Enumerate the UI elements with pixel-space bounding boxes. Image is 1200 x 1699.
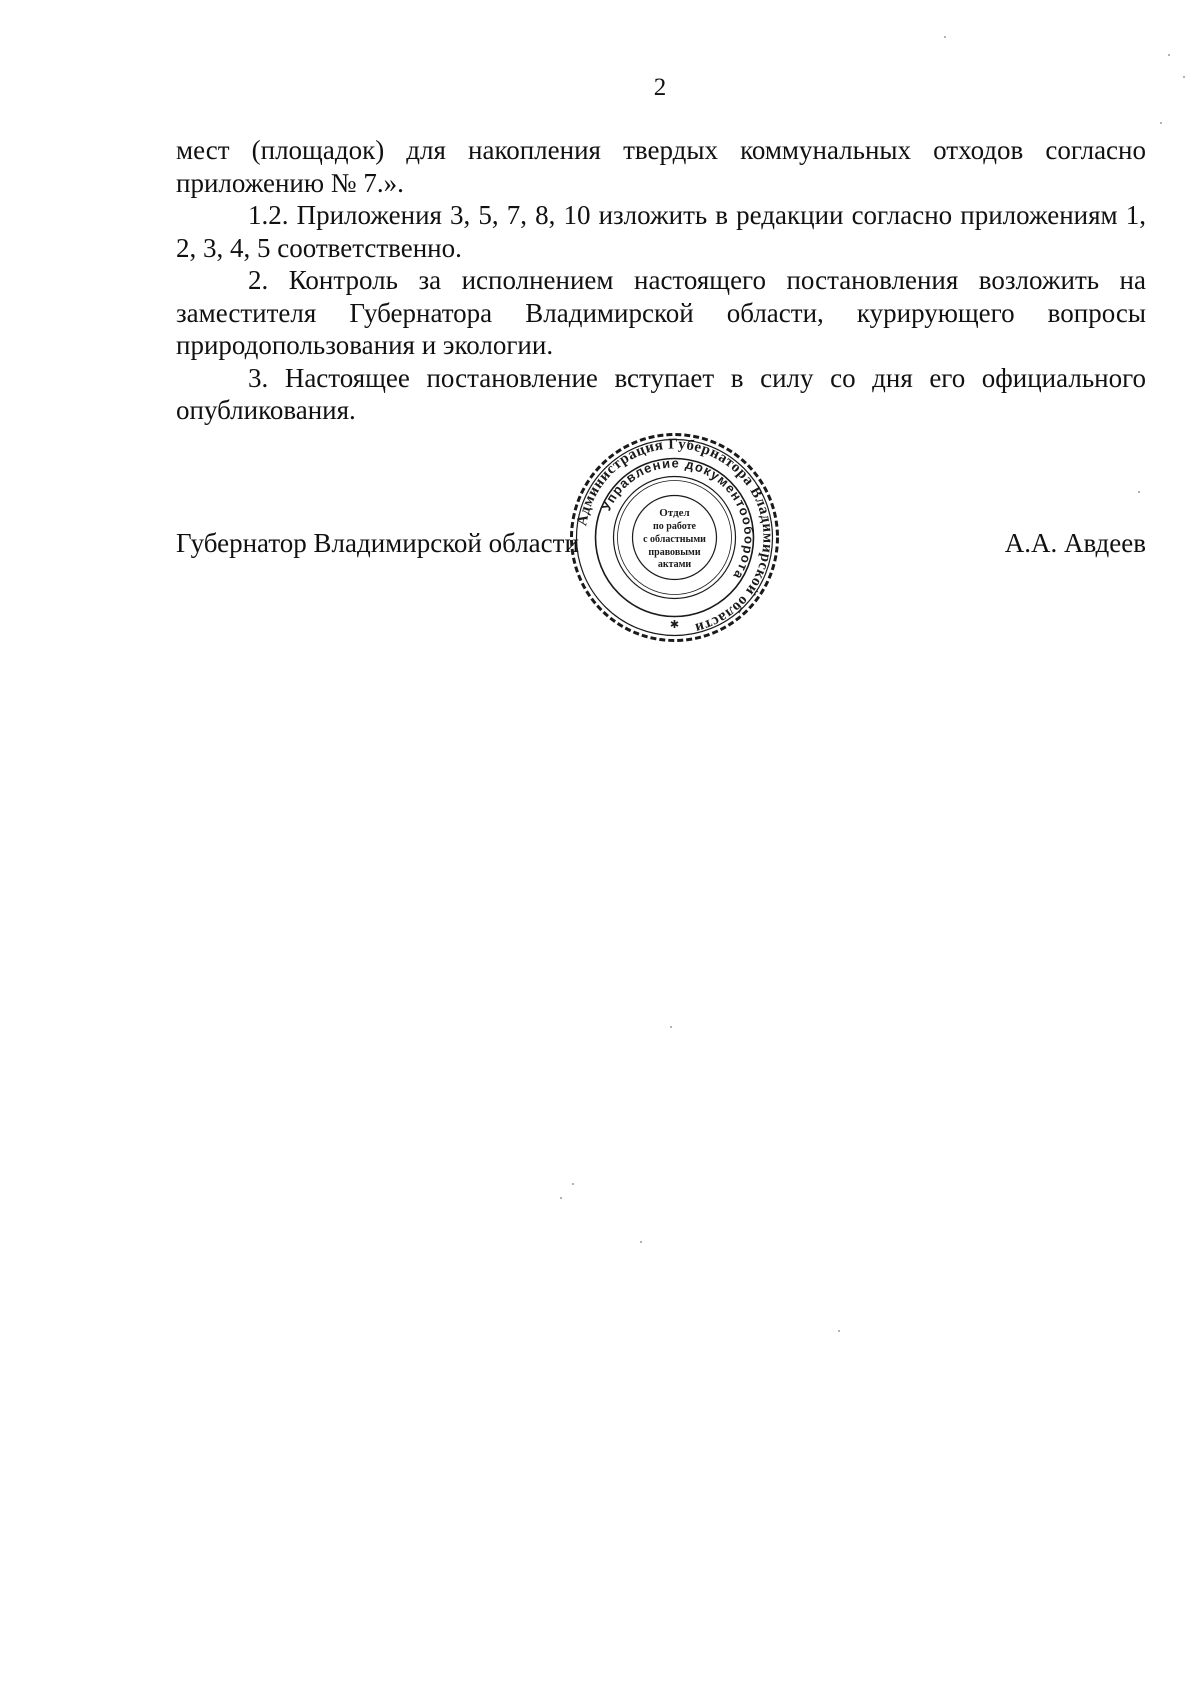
seal-graphic — [567, 432, 782, 643]
seal-center-line-4: правовыми — [648, 547, 701, 558]
seal-center-line-3: с областными — [643, 534, 706, 545]
scan-speck — [670, 1026, 672, 1028]
page-number: 2 — [653, 74, 667, 101]
signatory-title: Губернатор Владимирской области — [176, 528, 579, 558]
seal-center-line-1: Отдел — [659, 507, 690, 519]
paragraph-1-2: 1.2. Приложения 3, 5, 7, 8, 10 изложить в редакции согласно приложениям 1, 2, 3, 4, 5 соответственно. — [176, 200, 1146, 263]
seal-outer-text: Администрация Губернатора Владимирской области — [574, 436, 776, 637]
scan-speck — [560, 1197, 562, 1199]
seal-inner-text: Управление документооборота — [598, 455, 757, 583]
scan-speck — [1183, 76, 1185, 78]
paragraph-2: 2. Контроль за исполнением настоящего постановления возложить на заместителя Губернатора Владимирской области, курирующего вопросы природопользования и экологии. — [176, 265, 1146, 360]
seal-star-icon: ✱ — [669, 618, 680, 631]
scan-speck — [1138, 491, 1140, 493]
paragraph-continuation: мест (площадок) для накопления твердых коммунальных отходов согласно приложению № 7.». — [176, 135, 1146, 198]
scan-speck — [838, 1330, 840, 1332]
seal-center-line-2: по работе — [653, 521, 696, 532]
signatory-name: А.А. Авдеев — [1004, 528, 1146, 558]
scan-speck — [640, 1241, 642, 1243]
scan-speck — [1168, 54, 1170, 56]
paragraph-3: 3. Настоящее постановление вступает в силу со дня его официального опубликования. — [176, 362, 1146, 425]
official-seal — [567, 432, 782, 643]
scan-speck — [1160, 122, 1162, 124]
scan-speck — [944, 36, 946, 38]
scan-speck — [572, 1183, 574, 1185]
seal-center-line-5: актами — [657, 559, 692, 570]
document-body — [176, 134, 1146, 427]
